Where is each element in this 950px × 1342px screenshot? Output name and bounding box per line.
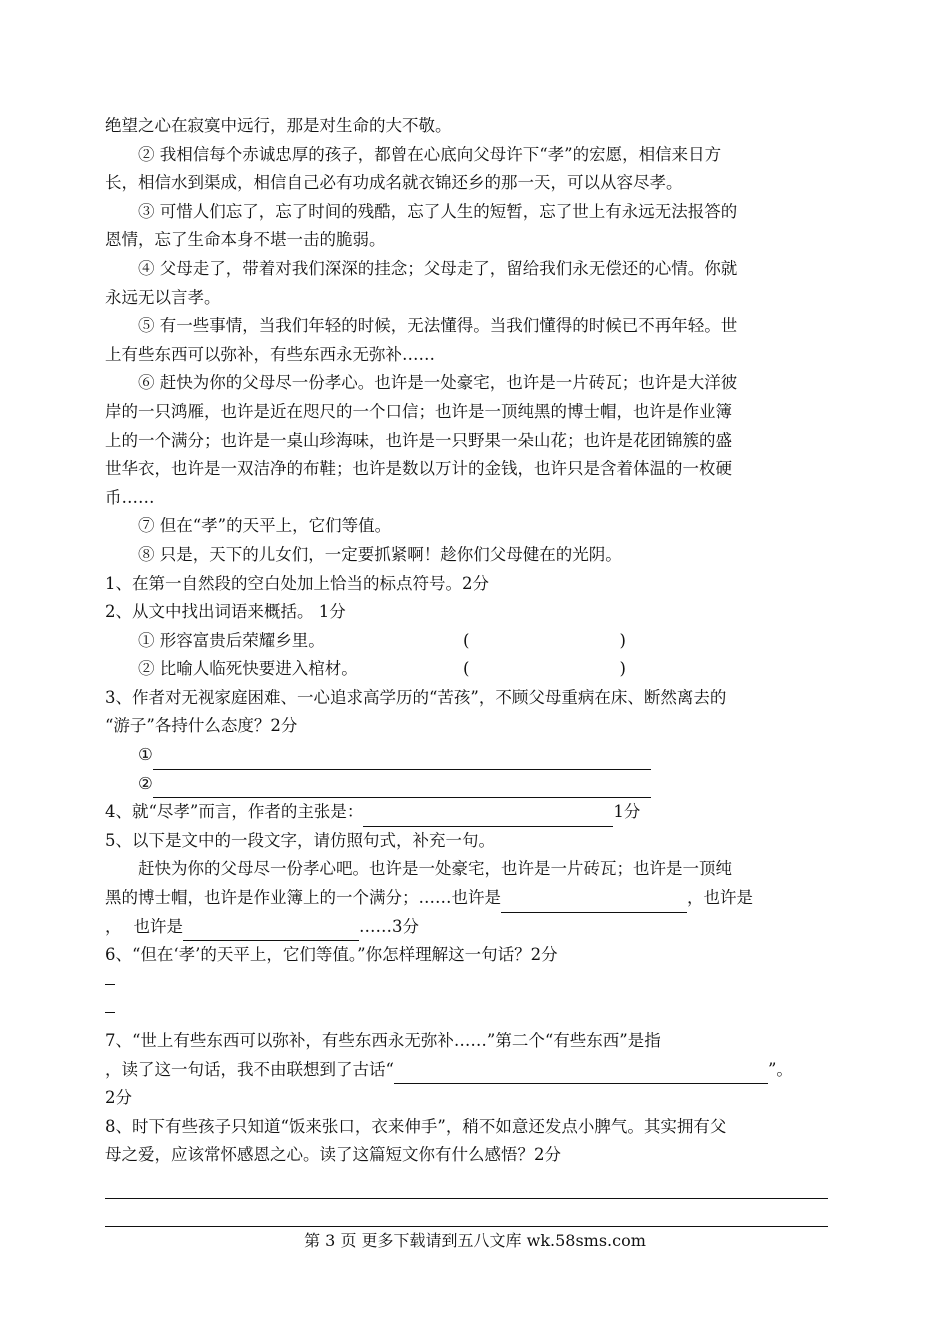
paren-close: ): [619, 630, 626, 650]
answer-4-line[interactable]: [363, 805, 613, 827]
answer-3-1-line[interactable]: [153, 748, 651, 770]
question-5-passage-line-1: 赶快为你的父母尽一份孝心吧。也许是一处豪宅，也许是一片砖瓦；也许是一顶纯: [138, 859, 732, 879]
question-5-line-3-text: 也许是: [133, 916, 183, 936]
question-5-line-2-tail: ，也许是: [687, 888, 753, 908]
question-8-line-1: 8、时下有些孩子只知道“饭来张口，衣来伸手”，稍不如意还发点小脾气。其实拥有父: [105, 1116, 727, 1136]
paragraph-6-line-4: 世华衣，也许是一双洁净的布鞋；也许是数以万计的金钱，也许只是含着体温的一枚硬: [105, 459, 732, 479]
question-5: 5、以下是文中的一段文字，请仿照句式，补充一句。: [105, 830, 495, 850]
paragraph-6-line-2: 岸的一只鸿雁，也许是近在咫尺的一个口信；也许是一顶纯黑的博士帽，也许是作业簿: [105, 401, 732, 421]
paragraph-1-tail: 绝望之心在寂寞中远行，那是对生命的大不敬。: [105, 116, 452, 135]
paragraph-8: ⑧ 只是，天下的儿女们，一定要抓紧啊！趁你们父母健在的光阴。: [138, 544, 622, 564]
question-2a: [105, 627, 850, 656]
question-7-line-1: 7、“世上有些东西可以弥补，有些东西永无弥补……”第二个“有些东西”是指: [105, 1031, 661, 1050]
circle-1-marker: ①: [138, 745, 153, 765]
paragraph-5-line-1: ⑤ 有一些事情，当我们年轻的时候，无法懂得。当我们懂得的时候已不再年轻。世: [138, 316, 738, 336]
paragraph-3-line-2: 恩情，忘了生命本身不堪一击的脆弱。: [105, 230, 386, 250]
question-2b: [105, 655, 850, 684]
answer-3-2-line[interactable]: [153, 776, 651, 798]
answer-6-line-2[interactable]: [105, 1012, 115, 1013]
question-3-answer-1: [105, 741, 850, 770]
question-3-line-1: 3、作者对无视家庭困难、一心追求高学历的“苦孩”，不顾父母重病在床、断然离去的: [105, 687, 727, 707]
answer-6-line-1[interactable]: [105, 984, 115, 985]
question-5-line-3-score: ……3分: [359, 916, 419, 936]
question-8-line-2: 母之爱，应该常怀感恩之心。读了这篇短文你有什么感悟？2分: [105, 1145, 561, 1165]
question-2a-text: ① 形容富贵后荣耀乡里。: [138, 630, 325, 650]
paragraph-5-line-2: 上有些东西可以弥补，有些东西永无弥补……: [105, 344, 435, 364]
question-2b-text: ② 比喻人临死快要进入棺材。: [138, 659, 358, 679]
question-7-score: 2分: [105, 1088, 132, 1108]
question-5-line-2-text: 黑的博士帽，也许是作业簿上的一个满分；……也许是: [105, 888, 501, 908]
question-7-line-2-text: ，读了这一句话，我不由联想到了古话“: [105, 1059, 394, 1079]
paren-open: (: [463, 630, 470, 650]
paragraph-7: ⑦ 但在“孝”的天平上，它们等值。: [138, 516, 392, 536]
question-2: 2、从文中找出词语来概括。 1分: [105, 602, 346, 622]
paren-close: ): [619, 659, 626, 679]
answer-8-line-1[interactable]: [105, 1170, 850, 1199]
answer-8-line-2[interactable]: [105, 1199, 850, 1228]
paragraph-3-line-1: ③ 可惜人们忘了，忘了时间的残酷，忘了人生的短暂，忘了世上有永远无法报答的: [138, 201, 738, 221]
question-4: [105, 798, 850, 827]
paren-open: (: [463, 659, 470, 679]
question-6-answer-2[interactable]: [105, 998, 850, 1027]
question-7-line-2: [105, 1056, 850, 1085]
question-6-answer-1[interactable]: [105, 970, 850, 999]
page-footer: 第 3 页 更多下载请到五八文库 wk.58sms.com: [304, 1231, 646, 1250]
answer-7-line[interactable]: [394, 1062, 768, 1084]
question-5-passage-line-2: [105, 884, 850, 913]
question-5-line-3-comma: ，: [105, 916, 122, 936]
paragraph-2-line-1: ② 我相信每个赤诚忠厚的孩子，都曾在心底向父母许下“孝”的宏愿，相信来日方: [138, 144, 722, 164]
answer-5-blank-2[interactable]: [183, 919, 359, 941]
question-4-text: 4、就“尽孝”而言，作者的主张是：: [105, 802, 364, 822]
paragraph-2-line-2: 长，相信水到渠成，相信自己必有功成名就衣锦还乡的那一天，可以从容尽孝。: [105, 173, 683, 193]
paragraph-6-line-5: 币……: [105, 487, 155, 507]
paragraph-4-line-1: ④ 父母走了，带着对我们深深的挂念；父母走了，留给我们永无偿还的心情。你就: [138, 258, 738, 278]
paragraph-4-line-2: 永远无以言孝。: [105, 287, 221, 307]
paragraph-6-line-1: ⑥ 赶快为你的父母尽一份孝心。也许是一处豪宅，也许是一片砖瓦；也许是大洋彼: [138, 373, 738, 393]
question-4-score: 1分: [613, 802, 641, 822]
question-3-answer-2: [105, 770, 850, 799]
question-5-passage-line-3: [105, 913, 850, 942]
question-6: 6、“但在‘孝’的天平上，它们等值。”你怎样理解这一句话？2分: [105, 945, 558, 965]
question-1: 1、在第一自然段的空白处加上恰当的标点符号。2分: [105, 573, 489, 593]
answer-5-blank-1[interactable]: [501, 891, 687, 913]
question-7-line-2-tail: ”。: [767, 1059, 793, 1079]
worksheet-body: [105, 112, 850, 1227]
circle-2-marker: ②: [138, 773, 153, 793]
question-3-line-2: “游子”各持什么态度？2分: [105, 716, 298, 736]
paragraph-6-line-3: 上的一个满分；也许是一桌山珍海味，也许是一只野果一朵山花；也许是花团锦簇的盛: [105, 430, 732, 450]
